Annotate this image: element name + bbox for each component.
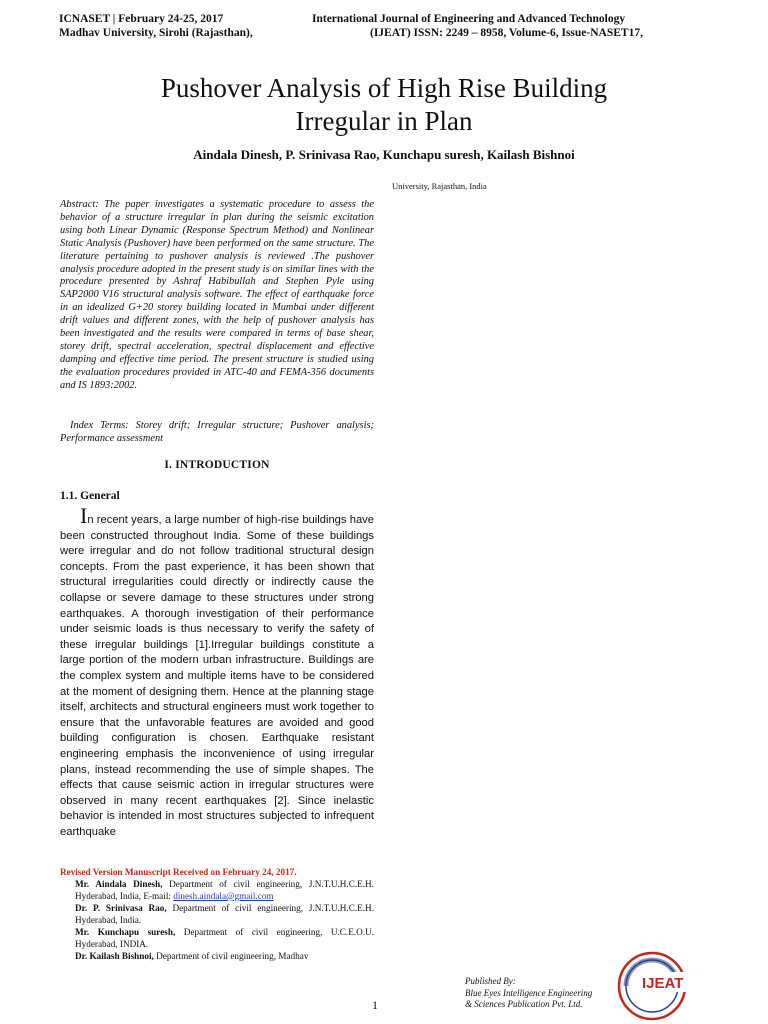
section-heading: I. INTRODUCTION <box>164 459 270 471</box>
logo-wordmark: IJEAT <box>642 975 684 992</box>
footnote-4-text: Department of civil engineering, Madhav <box>153 951 309 961</box>
journal-name: International Journal of Engineering and Advanced Technology <box>312 13 626 25</box>
journal-header-left <box>59 12 253 40</box>
publisher-line1: Published By: <box>465 976 516 986</box>
publisher-line2: Blue Eyes Intelligence Engineering <box>465 987 593 998</box>
footnote-1-text: Department of civil engineering, J.N.T.U.H.C.E.H. Hyderabad, India, E-mail: <box>75 879 374 901</box>
conference-venue: Madhav University, Sirohi (Rajasthan), <box>59 27 253 39</box>
drop-cap: I <box>80 503 88 528</box>
footnote-2-text: Department of civil engineering, J.N.T.U.H.C.E.H. Hyderabad, India. <box>75 903 374 925</box>
journal-issn: (IJEAT) ISSN: 2249 – 8958, Volume-6, Issue-NASET17, <box>370 27 643 39</box>
page-number: 1 <box>372 998 378 1012</box>
paper-title-line2: Irregular in Plan <box>295 106 473 136</box>
footnote-4-name: Dr. Kailash Bishnoi, <box>75 951 154 961</box>
index-terms: Index Terms: Storey drift; Irregular structure; Pushover analysis; Performance assessment <box>60 420 374 444</box>
conference-name: ICNASET | February 24-25, 2017 <box>59 13 224 25</box>
author-list: Aindala Dinesh, P. Srinivasa Rao, Kunchapu suresh, Kailash Bishnoi <box>193 147 575 162</box>
publisher-note <box>465 976 592 1011</box>
footnote-author-3 <box>60 926 374 950</box>
abstract-text: Abstract: The paper investigates a systematic procedure to assess the behavior of a structure irregular in plan during the seismic excitation using both Linear Dynamic (Response Spectrum Method) and Nonlinear Static Analysis (Pushover) have been performed on the same structure. The literature pertaining to pushover analysis is reviewed .The pushover analysis procedure adopted in the present study is on similar lines with the procedure presented by Ashraf Habibullah and Stephen Pyle using SAP2000 V16 structural analysis software. The effect of earthquake force in an idealized G+20 storey building located in Mumbai under different drift values and different zones, with the help of pushover analysis has been investigated and the results were compared in terms of base shear, storey drift, spectral acceleration, spectral displacement and effective damping and effective time period. The present structure is studied using the evaluation procedures provided in ATC-40 and FEMA-356 documents and IS 1893:2002. <box>60 199 374 391</box>
ijeat-logo-icon <box>612 946 702 1022</box>
journal-header-right <box>312 12 643 40</box>
paper-title <box>0 72 768 138</box>
abstract <box>60 199 374 393</box>
introduction-body <box>60 503 374 840</box>
paper-title-line1: Pushover Analysis of High Rise Building <box>160 73 608 103</box>
revision-note: Revised Version Manuscript Received on February 24, 2017. <box>60 867 297 877</box>
author-email-link[interactable]: dinesh.aindala@gmail.com <box>173 891 274 901</box>
footnote-3-text: Department of civil engineering, U.C.E.O.U. Hyderabad, INDIA. <box>75 927 374 949</box>
footnotes <box>60 866 374 962</box>
affiliation: University, Rajasthan, India <box>392 181 487 191</box>
footnote-3-name: Mr. Kunchapu suresh, <box>75 927 176 937</box>
publisher-line3: & Sciences Publication Pvt. Ltd. <box>465 999 583 1009</box>
footnote-author-2 <box>60 902 374 926</box>
footnote-author-1 <box>60 878 374 902</box>
footnote-author-4 <box>60 950 374 962</box>
subsection-heading: 1.1. General <box>60 490 120 502</box>
footnote-1-name: Mr. Aindala Dinesh, <box>75 879 163 889</box>
introduction-text: n recent years, a large number of high-rise buildings have been constructed throughout India. Some of these buildings were irregular and do not follow traditional structural design concepts. From the past experience, it has been shown that structural irregularities could directly or indirectly cause the collapse or severe damage to these structures under strong earthquakes. A thorough investigation of their performance under seismic loads is thus necessary to verify the safety of these irregular buildings [1].Irregular buildings constitute a large portion of the modern urban infrastructure. Buildings are the complex system and multiple items have to be considered at the moment of designing them. Hence at the planning stage itself, architects and structural engineers must work together to ensure that the unfavorable features are avoided and good building configuration is chosen. Earthquake resistant engineering emphasis the inconvenience of using irregular plans, instead recommending the use of simple shapes. The effects that cause seismic action in irregular structures were observed in many recent earthquakes [2]. Since inelastic behavior is intended in most structures subjected to infrequent earthquake <box>60 514 374 838</box>
footnote-2-name: Dr. P. Srinivasa Rao, <box>75 903 167 913</box>
